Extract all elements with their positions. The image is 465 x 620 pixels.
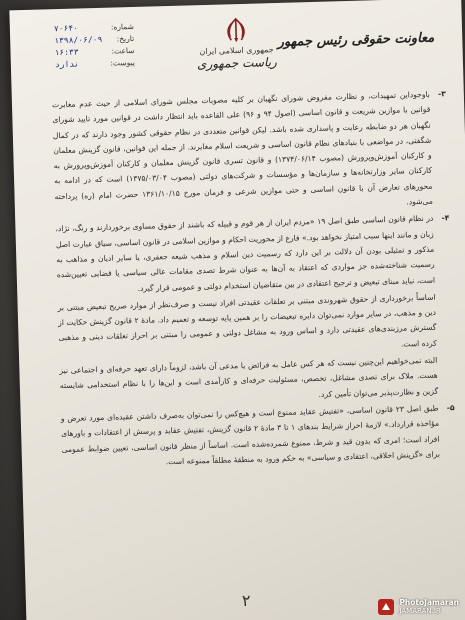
- paragraph: [57, 290, 437, 362]
- paragraph: [55, 211, 450, 298]
- meta-value: ۷۰۶۴۰: [53, 23, 79, 34]
- presidency-country: جمهوری اسلامی ایران: [199, 45, 274, 57]
- page-number: ۲: [241, 590, 251, 611]
- letter-meta: [54, 21, 135, 71]
- meta-row: [55, 57, 135, 71]
- paragraph-number: ۳-: [437, 89, 446, 99]
- jamaran-logo-icon: [377, 598, 395, 616]
- presidency-title: ریاست جمهوری: [196, 54, 277, 72]
- paragraph: [60, 401, 455, 473]
- iran-emblem-icon: [218, 16, 255, 45]
- paragraph-text: البته نمی‌خواهیم این‌چنین نیست که هر کس عامل به فرائض یا مدعی آن باشد، لزوماً دارای تعهد حرفه‌ای و اجتماعی نیز هست. ملاک برای تصدی مشاغل، تخصص، مسئولیت حرفه‌ای و کارآمدی است و این‌ها را با نظام استخدامی شایسته گزین و نظارت‌پذیر می‌توان تأمین کرد.: [59, 355, 439, 399]
- paragraph-text: باوجوداین تمهیدات، و نظارت مفروض شورای نگهبان بر کلیه مصوبات مجلس شورای اسلامی از حیث عدم مغایرت قوانین با موازین شریعت و قانون اساسی (اصول ۹۴ و ۹۶) علی القاعده باید انتظار داشت در قوانین مورد تایید شورای نگهبان هر دو ضابطه رعایت و پاسداری شده باشد. لیکن قوانین متعددی در نظام حقوقی کشور وجود دارند که در کمال شگفتی، در مواضعی با بنیادهای نظام قانون اساسی و شریعت اسلام مغایرند. از جمله این قوانین، قانون گزینش معلمان و کارکنان آموزش‌وپرورش (مصوب ۱۳۷۴/۰۶/۱۴) و قانون تسری قانون گزینش معلمان و کارکنان آموزش‌وپرورش به کارکنان سایر وزارتخانه‌ها و سازمان‌ها و مؤسسات و شرکت‌های دولتی (مصوب ۱۳۷۵/۰۳/۰۴) است که در ادامه به محورهای تعارض آن با قانون اساسی و حتی موازین شرعی و فرمان مورخ ۱۳۶۱/۱۰/۱۵ حضرت امام (ره) پرداخته می‌شود.: [51, 89, 433, 207]
- ministry-title: معاونت حقوقی رئیس جمهور: [277, 30, 435, 50]
- paragraph-text: طبق اصل ۲۳ قانون اساسی، «تفتیش عقاید ممنوع است و هیچ‌کس را نمی‌توان به‌صرف داشتن عقیده‌ای مورد تعرض و مؤاخذه قرارداد.» لازمهٔ احراز شرایط بندهای ۱ تا ۳ مادهٔ ۲ قانون گزینش، تفتیش عقاید و پرسش از اعتقادات و باورهای افراد است؛ امری که بدون قید و شرط، ممنوع شمرده‌شده است. اساساً از منظر قانون اساسی، تعیین ضوابط عمومی برای «گزینش اخلاقی، اعتقادی و سیاسی» به حکم ورود به منطقهٔ مطلقاً ممنوعه است.: [60, 403, 441, 467]
- meta-value: ۱۳۹۸/۰۶/۰۹: [54, 34, 103, 46]
- meta-label: پیوست:: [110, 57, 135, 68]
- meta-label: شماره:: [110, 21, 134, 32]
- meta-label: تاریخ:: [116, 33, 135, 44]
- meta-label: ساعت:: [111, 45, 135, 56]
- paragraph-number: ۴-: [441, 213, 450, 223]
- meta-value: ۱۶:۳۳: [54, 47, 79, 58]
- paragraph: [51, 87, 446, 220]
- watermark-brand: PhotoJamaran: [399, 598, 459, 607]
- watermark-text: [399, 598, 459, 616]
- watermark-site: JAMARAN.IR: [399, 607, 441, 615]
- letter-body: [51, 87, 455, 475]
- paragraph: [59, 353, 438, 409]
- paragraph-text: در نظام قانون اساسی طبق اصل ۱۹ «مردم ایران از هر قوم و قبیله که باشند از حقوق مساوی برخوردارند و رنگ، نژاد، زبان و مانند اینها سبب امتیاز نخواهد بود.» فارغ از محوریت احکام و موازین اسلامی در قانون اساسی، سیاق عبارت اصل مذکور و تمثیلی بودن آن دلالت بر این دارد که رسمیت دین اسلام و مذهب شیعه جعفری، یا سایر ادیان و مذاهب به رسمیت شناخته‌شده جز مواردی که اعتقاد به آن‌ها به عنوان شرط تصدی مقامات عالی سیاسی یا قضایی تعیین‌شده است، نباید مبنای تبعیض و ترجیح اعتقادی در بین متقاضیان استخدام دولتی و عمومی قرار گیرد.: [55, 214, 436, 293]
- document-page: [9, 0, 465, 620]
- presidency-header: [174, 44, 299, 71]
- meta-value: ندارد: [54, 59, 80, 70]
- paragraph-text: اساساً برخورداری از حقوق شهروندی مبتنی بر تعلقات عقیدتی افراد نیست و صرف‌نظر از موارد صریح تبعیض مبتنی بر دین و مذهب، در سایر موارد نمی‌توان دایره تبعیضات را بر همین پایه توسعه و تعمیم داد. مادهٔ ۲ قانون گزینش حکایت از گسترش مرزبندی‌های عقیدتی دارد و اساس ورود به مشاغل دولتی و عمومی را مبتنی بر احراز تعلقات دینی و مذهبی کرده است.: [57, 292, 437, 349]
- paragraph-number: ۵-: [446, 403, 455, 413]
- watermark: [377, 598, 459, 616]
